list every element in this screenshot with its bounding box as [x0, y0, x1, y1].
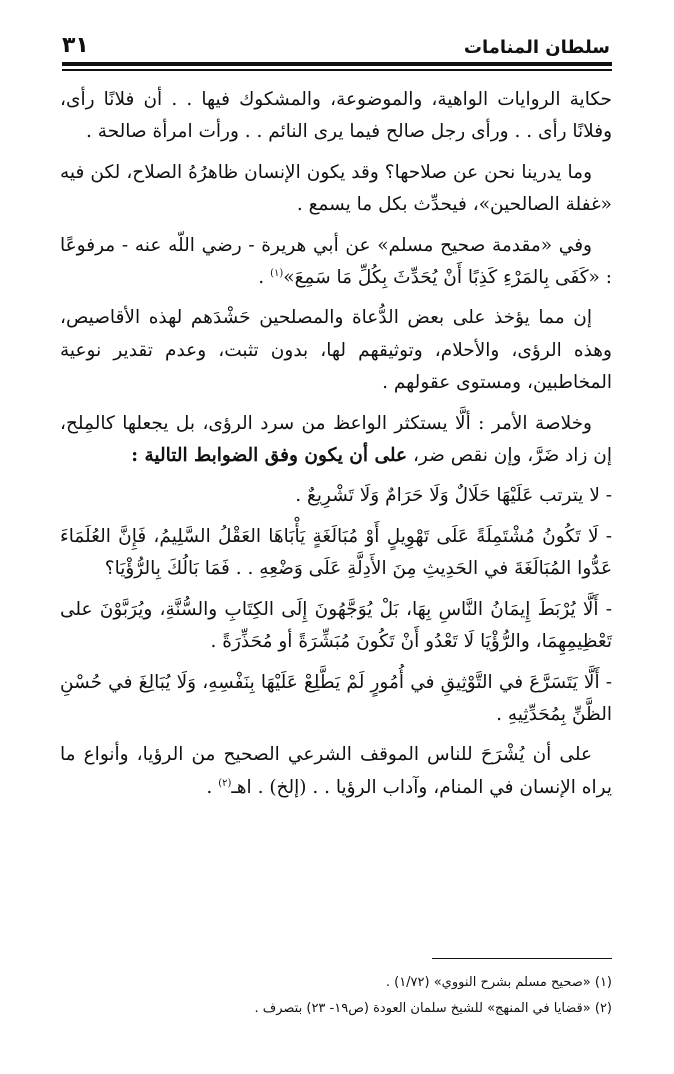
book-title: سلطان المنامات — [463, 37, 610, 58]
paragraph-6 — [60, 739, 612, 804]
footnotes — [60, 970, 612, 1022]
footnote-separator — [432, 958, 612, 959]
rule-item-4: - أَلَّا يَتَسَرَّعَ في التَّوْثِيقِ في أُمُورٍ لَمْ يَطَّلِعْ عَلَيْهَا بِنَفْسِهِ، وَلَا يُبَالِغَ في حُسْنِ الظَّنِّ بِمُحَدِّثِيهِ . — [60, 671, 612, 725]
conclusion-text: وخلاصة الأمر : ألَّا يستكثر الواعظ من سرد الرؤى، بل يجعلها كالمِلح، إن زاد ضَرَّ، وإن نقص ضر، — [60, 412, 612, 467]
footnote-1: (١) «صحيح مسلم بشرح النووي» (١/٧٢) . — [385, 975, 612, 990]
paragraph-6-end: . — [206, 776, 219, 798]
footnote-ref-2: (٢) — [218, 777, 232, 789]
paragraph-4: إن مما يؤخذ على بعض الدُّعاة والمصلحين حَشْدَهم لهذه الأقاصيص، وهذه الرؤى، والأحلام، وتوثيقهم لها، بدون تثبت، وعدم تقدير نوعية المخاطبين، ومستوى عقولهم . — [60, 307, 612, 394]
hadith-quote: وفي «مقدمة صحيح مسلم» عن أبي هريرة - رضي اللّه عنه - مرفوعًا : «كَفَى بِالمَرْءِ كَذِبًا أَنْ يُحَدِّثَ بِكُلِّ مَا سَمِعَ» — [60, 234, 612, 289]
page-number: ٣١ — [62, 33, 89, 58]
footnote-ref-1: (١) — [270, 267, 284, 279]
paragraph-2: وما يدرينا نحن عن صلاحها؟ وقد يكون الإنسان ظاهرُهُ الصلاح، لكن فيه «غفلة الصالحين»، فيحدِّث بكل ما يسمع . — [60, 161, 612, 216]
paragraph-5 — [60, 408, 612, 473]
footnote-2: (٢) «قضايا في المنهج» للشيخ سلمان العودة (ص١٩- ٢٣) بتصرف . — [254, 1001, 612, 1016]
page-header — [62, 22, 610, 58]
main-text — [60, 84, 612, 812]
paragraph-1: حكاية الروايات الواهية، والموضوعة، والمشكوك فيها . . أن فلانًا رأى، وفلانًا رأى . . ورأى رجل صالح فيما يرى النائم . . ورأت امرأة صالحة . — [60, 89, 612, 143]
paragraph-3 — [60, 230, 612, 295]
header-rule-thick — [62, 62, 612, 66]
rule-item-2: - لَا تَكُونُ مُشْتَمِلَةً عَلَى تَهْوِيلٍ أَوْ مُبَالَغَةٍ يَأْبَاهَا العَقْلُ السَّلِيمُ، فَإِنَّ العُلَمَاءَ عَدُّوا المُبَالَغَةَ في الحَدِيثِ مِنَ الأَدِلَّةِ عَلَى وَضْعِهِ . . فَمَا بَالُكَ بِالرُّؤْيَا؟ — [60, 525, 612, 580]
rule-item-1: - لا يترتب عَلَيْهَا حَلَالٌ وَلَا حَرَامٌ وَلَا تَشْرِيعٌ . — [295, 485, 612, 507]
paragraph-3-end: . — [258, 267, 271, 289]
closing-text: على أن يُشْرَحَ للناس الموقف الشرعي الصحيح من الرؤيا، وأنواع ما يراه الإنسان في المنام، وآداب الرؤيا . . (إلخ) . اهـ — [60, 744, 612, 798]
conclusion-bold: على أن يكون وفق الضوابط التالية : — [131, 445, 408, 467]
rule-item-3: - أَلَّا يُرْبَطَ إِيمَانُ النَّاسِ بِهَا، بَلْ يُوَجَّهُونَ إِلَى الكِتَابِ والسُّنَّةِ، ويُرَبَّوْنَ على تَعْظِيمِهِمَا، والرُّؤْيَا لَا تَعْدُو أَنْ تَكُونَ مُبَشِّرَةً أو مُحَذِّرَةً . — [60, 598, 612, 653]
header-rule-thin — [62, 69, 612, 71]
